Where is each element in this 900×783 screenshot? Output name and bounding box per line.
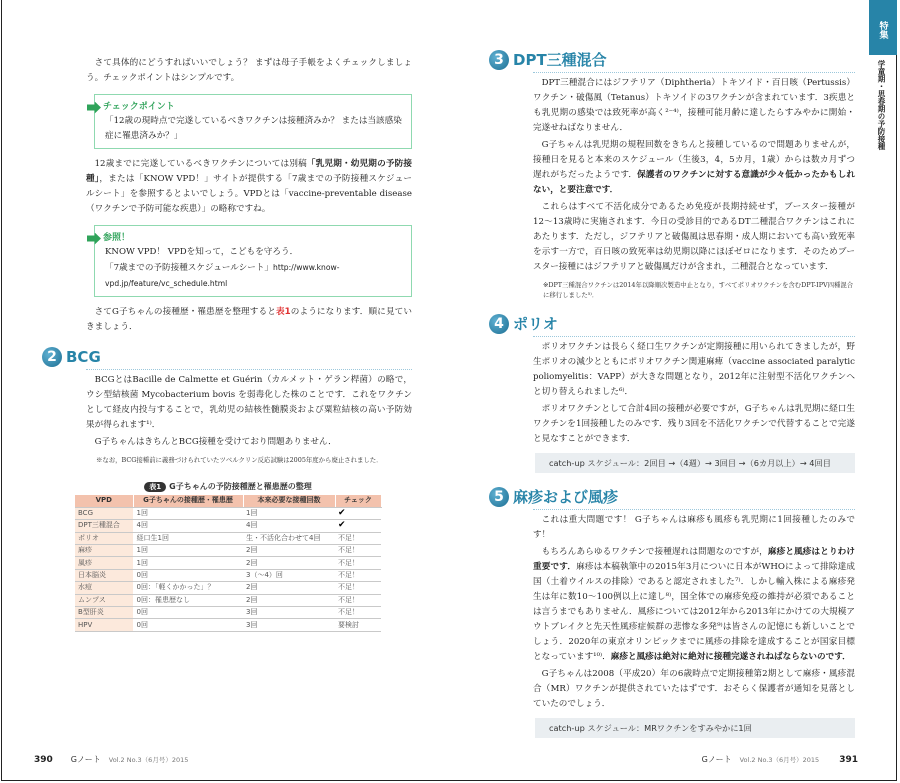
column-header: 本来必要な接種回数 — [243, 495, 335, 507]
para-text: 12歳までに完遂しているべきワクチンについては別稿 — [94, 159, 307, 169]
table-reference-link[interactable]: 表1 — [275, 307, 291, 317]
section-title: 麻疹および風疹 — [513, 488, 619, 506]
required-cell: 4回 — [243, 520, 335, 532]
table-row — [75, 582, 381, 594]
reference-line1: KNOW VPD！ VPDを知って，こどもを守ろう． — [105, 247, 299, 257]
para-text: もちろんあらゆるワクチンで接種遅れは問題なのですが， — [541, 547, 768, 557]
section-heading-bcg — [42, 347, 412, 367]
reference-line2 — [105, 260, 403, 292]
checkpoint-box — [94, 94, 412, 149]
column-header: G子ちゃんの接種歴・罹患歴 — [133, 495, 243, 507]
history-cell: 0回 — [133, 569, 243, 581]
table-row — [75, 545, 381, 557]
check-cell: 不足！ — [335, 594, 381, 606]
required-cell: 3回 — [243, 607, 335, 619]
divider — [533, 509, 855, 510]
vpd-cell: HPV — [75, 619, 133, 631]
history-cell: 0回：罹患歴なし — [133, 594, 243, 606]
history-cell: 1回 — [133, 507, 243, 519]
polio-paragraph-2: ポリオワクチンとして合計4回の接種が必要ですが，G子ちゃんは乳児期に経口生ワクチンを1回接種したのみです．残り3回を不活化ワクチンで代替することで完遂と見なすことができます． — [533, 404, 855, 444]
section-number-badge: 2 — [42, 347, 62, 367]
section-title: ポリオ — [513, 315, 558, 333]
para-bold: 麻疹と風疹は絶対に絶対に接種完遂されねばならないのです． — [610, 652, 851, 662]
section-heading-polio — [489, 314, 855, 334]
vpd-cell: 風疹 — [75, 557, 133, 569]
required-cell: 2回 — [243, 545, 335, 557]
required-cell: 2回 — [243, 582, 335, 594]
vpd-cell: B型肝炎 — [75, 607, 133, 619]
arrow-icon — [87, 233, 101, 245]
check-cell: 不足！ — [335, 569, 381, 581]
column-header: チェック — [335, 495, 381, 507]
vpd-cell: ムンプス — [75, 594, 133, 606]
history-cell: 経口生1回 — [133, 532, 243, 544]
right-page — [450, 0, 900, 783]
required-cell: 2回 — [243, 557, 335, 569]
history-cell: 1回 — [133, 557, 243, 569]
mr-paragraph-3: G子ちゃんは2008（平成20）年の6歳時点で定期接種第2期として麻疹・風疹混合（MR）ワクチンが提供されていたはずです．おそらく保護者が通知を見落としていたのでしょう． — [533, 669, 855, 709]
reference-url-link[interactable]: http://www.know-vpd.jp/feature/vc_schedule.html — [105, 263, 340, 288]
reference-title-text: 参照！ — [103, 233, 131, 243]
vpd-cell: 麻疹 — [75, 545, 133, 557]
issue-info: Vol.2 No.3（6月号）2015 — [739, 756, 820, 764]
table-row — [75, 557, 381, 569]
dpt-paragraph-2 — [533, 138, 855, 198]
check-cell: 不足！ — [335, 545, 381, 557]
history-cell: 4回 — [133, 520, 243, 532]
para-text: さてG子ちゃんの接種歴・罹患歴を整理すると — [94, 307, 276, 317]
mr-paragraph-1: これは重大問題です！ G子ちゃんは麻疹も風疹も乳児期に1回接種したのみです！ — [533, 515, 855, 540]
divider — [86, 369, 412, 370]
para-text: G子ちゃんは乳児期の規程回数をきちんと接種しているので問題ありませんが，接種日を見ると本来のスケジュール（生後3，4，5カ月，1歳）からは数カ月ずつ遅れがちだったようです． — [533, 140, 855, 180]
section-heading-measles-rubella — [489, 487, 855, 507]
table-row — [75, 569, 381, 581]
polio-paragraph-1: ポリオワクチンは長らく経口生ワクチンが定期接種に用いられてきましたが，野生ポリオの減少とともにポリオワクチン関連麻痺（vaccine associated paralytic poliomyelitis：VAPP）が大きな問題となり，2012年に注射型不活化ワクチンへと切り替えられました⁶⁾． — [533, 342, 855, 397]
divider — [533, 336, 855, 337]
para-text: 麻疹は本稿執筆中の2015年3月についに日本がWHOによって排除達成国（土着ウイルスの排除）であると認定されました⁷⁾．しかし輸入株による麻疹発生は年に数10〜100例以上に達し⁸⁾，国全体での麻疹免疫の維持が必須であることは言うまでもありません．風疹については2012年から2013年にかけての大規模アウトブレイクと先天性風疹症候群の悲惨な多発⁹⁾は皆さんの記憶にも新しいことでしょう．2020年の東京オリンピックまでに風疹の排除を達成することが国家目標となっています¹⁰⁾． — [533, 562, 855, 662]
magazine-name: Gノート — [70, 755, 101, 764]
section-number-badge: 4 — [489, 314, 509, 334]
footer-right — [533, 742, 858, 765]
table-tag: 表1 — [144, 482, 166, 492]
table-header-row — [75, 495, 381, 507]
table-row — [75, 507, 381, 519]
check-cell: 不足！ — [335, 557, 381, 569]
intro-paragraph: さて具体的にどうすればいいでしょう？ まずは母子手帳をよくチェックしましょう。チェックポイントはシンプルです。 — [86, 58, 412, 83]
history-cell: 0回 — [133, 619, 243, 631]
history-cell: 0回：「軽くかかった」？ — [133, 582, 243, 594]
table-row — [75, 594, 381, 606]
magazine-name: Gノート — [701, 755, 732, 764]
dpt-paragraph-1: DPT三種混合にはジフテリア（Diphtheria）トキソイド・百日咳（Pertussis）ワクチン・破傷風（Tetanus）トキソイドの3ワクチンが含まれています．3疾患とも乳児期の感染では致死率が高く²⁻⁴⁾，接種可能月齢に達したらすみやかに開始・完遂せねばなりません． — [533, 78, 855, 133]
vpd-cell: ポリオ — [75, 532, 133, 544]
history-cell: 0回 — [133, 607, 243, 619]
para-text: のようになります．順に見ていきましょう． — [86, 307, 412, 332]
table-row — [75, 619, 381, 631]
vpd-cell: 日本脳炎 — [75, 569, 133, 581]
footer-left — [34, 742, 412, 765]
dpt-paragraph-3: これらはすべて不活化成分であるため免疫が長期持続せず，ブースター接種が12〜13歳時に実施されます．今日の受診目的であるDT二種混合ワクチンはこれにあたります．ただし，ジフテリアと破傷風は思春期・成人期においても高い致死率を示す一方で，百日咳の致死率は幼児期以降にほぼゼロになります．そのためブースター接種にはジフテリアと破傷風だけが含まれ，二種混合となっています． — [533, 202, 855, 272]
vaccination-table — [75, 495, 382, 632]
column-header: VPD — [75, 495, 133, 507]
checkpoint-title — [87, 101, 403, 114]
table-row — [75, 607, 381, 619]
required-cell: 3（〜4）回 — [243, 569, 335, 581]
check-cell: 不足！ — [335, 607, 381, 619]
section-number-badge: 3 — [489, 50, 509, 70]
arrow-icon — [87, 102, 101, 114]
para-bold: 保護者のワクチンに対する意識が少々低かったかもしれない，と要注意です． — [533, 170, 855, 195]
bcg-paragraph-2: G子ちゃんはきちんとBCG接種を受けており問題ありません． — [94, 437, 337, 447]
required-cell: 生・不活化合わせて4回 — [243, 532, 335, 544]
reference-sheet-name: 「7歳までの予防接種スケジュールシート」 — [105, 263, 274, 273]
section-title: BCG — [66, 348, 101, 366]
table-row — [75, 532, 381, 544]
feature-side-title: 学童期・思春期の予防接種 — [877, 60, 886, 150]
vaccine-reference-paragraph — [86, 157, 412, 217]
reference-box — [94, 225, 412, 297]
section-title: DPT三種混合 — [513, 51, 607, 69]
section-number-badge: 5 — [489, 487, 509, 507]
divider — [533, 72, 855, 73]
table-caption — [75, 481, 381, 492]
bcg-note: ※なお，BCG接種前に義務づけられていたツベルクリン反応試験は2005年度から廃止されました． — [96, 456, 383, 464]
feature-label: 特集 — [877, 20, 888, 39]
vpd-cell: BCG — [75, 507, 133, 519]
check-cell: 不足！ — [335, 532, 381, 544]
table-row — [75, 520, 381, 532]
dpt-note: ※DPT三種混合ワクチンは2014年以降順次製造中止となり，すべてポリオワクチンを含むDPT-IPV四種混合に移行しました⁵⁾． — [543, 281, 854, 299]
checkpoint-title-text: チェックポイント — [103, 102, 175, 112]
issue-info: Vol.2 No.3（6月号）2015 — [108, 756, 189, 764]
required-cell: 1回 — [243, 507, 335, 519]
reference-title — [87, 232, 403, 245]
check-cell: 不足！ — [335, 582, 381, 594]
polio-catchup-box: catch-up スケジュール：2回目 →（4週）→ 3回目 →（6カ月以上）→ 4回目 — [535, 453, 855, 473]
check-cell: ✔ — [335, 507, 381, 519]
table-title: G子ちゃんの予防接種歴と罹患歴の整理 — [169, 482, 312, 491]
check-cell: ✔ — [335, 520, 381, 532]
page-number: 391 — [839, 755, 858, 765]
para-bold: 麻疹と風疹はとりわけ重要です． — [533, 547, 855, 572]
para-text: ，または「KNOW VPD！」サイトが提供する「7歳までの予防接種スケジュールシート」を参照するとよいでしょう。VPDとは「vaccine-preventable disease（ワクチンで予防可能な疾患）」の略称ですね。 — [86, 174, 413, 214]
vpd-cell: 水痘 — [75, 582, 133, 594]
check-cell: 要検討 — [335, 619, 381, 631]
vpd-cell: DPT三種混合 — [75, 520, 133, 532]
section-heading-dpt — [489, 50, 855, 70]
feature-band — [869, 0, 897, 55]
history-cell: 1回 — [133, 545, 243, 557]
table-intro-paragraph — [86, 305, 412, 335]
checkpoint-text: 「12歳の現時点で完遂しているべきワクチンは接種済みか？ または当該感染症に罹患済みか？」 — [105, 116, 402, 141]
page-number: 390 — [34, 755, 53, 765]
required-cell: 2回 — [243, 594, 335, 606]
mr-paragraph-2 — [533, 545, 855, 665]
para-bold: 「乳児期・幼児期の予防接種」 — [86, 159, 412, 184]
bcg-paragraph: BCGとはBacille de Calmette et Guérin（カルメット・ゲラン桿菌）の略で，ウシ型結核菌 Mycobacterium bovis を弱毒化した株のことです．これをワクチンとして経皮内投与することで，乳幼児の結核性髄膜炎および粟粒結核の高い予防効果が得られます¹⁾． — [86, 375, 412, 430]
mr-catchup-box: catch-up スケジュール：MRワクチンをすみやかに1回 — [535, 718, 855, 738]
required-cell: 3回 — [243, 619, 335, 631]
